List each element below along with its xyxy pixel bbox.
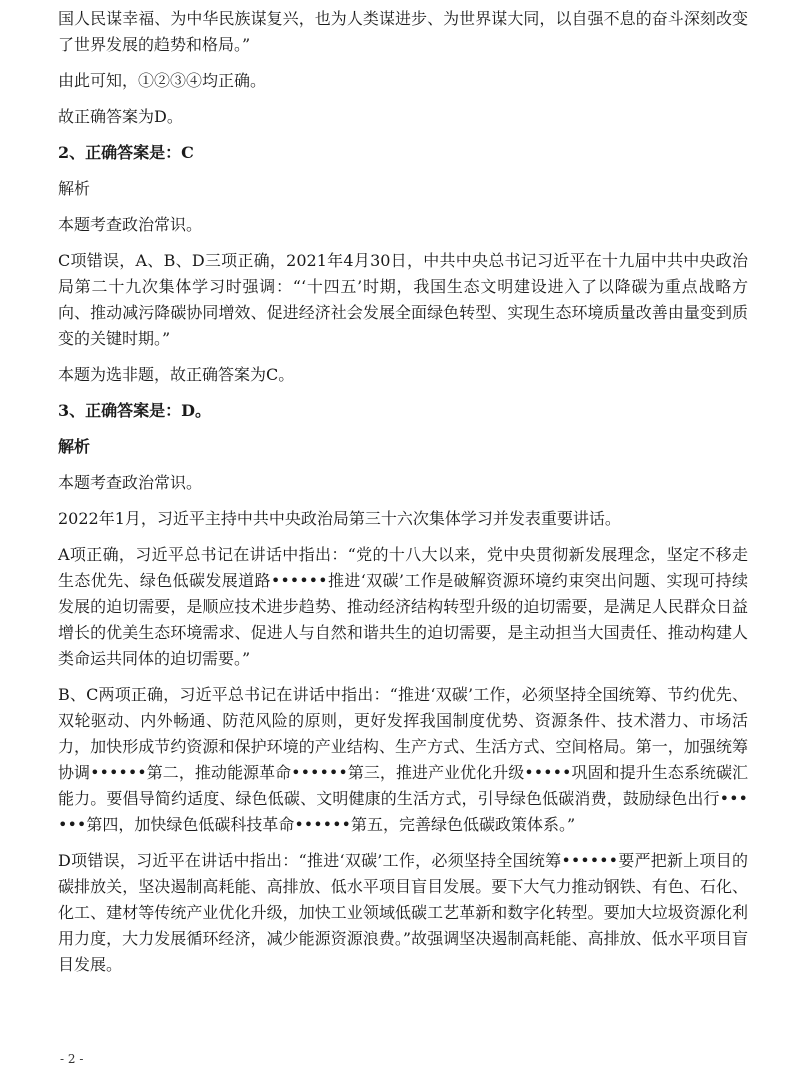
analysis-label: 解析 [58, 437, 91, 456]
page-number: - 2 - [60, 1052, 84, 1066]
paragraph: 本题为选非题，故正确答案为C。 [58, 365, 295, 384]
paragraph: 本题考查政治常识。 [58, 215, 203, 234]
paragraph: D项错误，习近平在讲话中指出：“推进‘双碳’工作，必须坚持全国统筹••••••要严把新上项目的碳排放关，坚决遏制高耗能、高排放、低水平项目盲目发展。要下大气力推动钢铁、有色、石化、化工、建材等传统产业优化升级，加快工业领域低碳工艺革新和数字化转型。要加大垃圾资源化利用力度，大力发展循环经济，减少能源资源浪费。”故强调坚决遏制高耗能、高排放、低水平项目盲目发展。 [58, 851, 748, 974]
paragraph: 本题考查政治常识。 [58, 473, 203, 492]
answer-heading: 2、正确答案是：C [58, 143, 194, 162]
answer-heading: 3、正确答案是：D。 [58, 401, 212, 420]
paragraph: 国人民谋幸福、为中华民族谋复兴，也为人类谋进步、为世界谋大同，以自强不息的奋斗深刻改变了世界发展的趋势和格局。” [58, 9, 748, 54]
document-body [58, 6, 748, 988]
paragraph: 故正确答案为D。 [58, 107, 183, 126]
paragraph: C项错误，A、B、D三项正确，2021年4月30日，中共中央总书记习近平在十九届中共中央政治局第二十九次集体学习时强调：“‘十四五’时期，我国生态文明建设进入了以降碳为重点战略方向、推动减污降碳协同增效、促进经济社会发展全面绿色转型、实现生态环境质量改善由量变到质变的关键时期。” [58, 251, 748, 348]
analysis-label: 解析 [58, 179, 91, 198]
paragraph: A项正确，习近平总书记在讲话中指出：“党的十八大以来，党中央贯彻新发展理念，坚定不移走生态优先、绿色低碳发展道路••••••推进‘双碳’工作是破解资源环境约束突出问题、实现可持续发展的迫切需要，是顺应技术进步趋势、推动经济结构转型升级的迫切需要，是满足人民群众日益增长的优美生态环境需求、促进人与自然和谐共生的迫切需要，是主动担当大国责任、推动构建人类命运共同体的迫切需要。” [58, 545, 748, 668]
paragraph: 由此可知，①②③④均正确。 [58, 71, 267, 90]
paragraph: 2022年1月，习近平主持中共中央政治局第三十六次集体学习并发表重要讲话。 [58, 509, 621, 528]
paragraph: B、C两项正确，习近平总书记在讲话中指出：“推进‘双碳’工作，必须坚持全国统筹、节约优先、双轮驱动、内外畅通、防范风险的原则，更好发挥我国制度优势、资源条件、技术潜力、市场活力，加快形成节约资源和保护环境的产业结构、生产方式、生活方式、空间格局。第一，加强统筹协调••••••第二，推动能源革命••••••第三，推进产业优化升级•••••巩固和提升生态系统碳汇能力。要倡导简约适度、绿色低碳、文明健康的生活方式，引导绿色低碳消费，鼓励绿色出行••••••第四，加快绿色低碳科技革命••••••第五，完善绿色低碳政策体系。” [58, 685, 748, 834]
